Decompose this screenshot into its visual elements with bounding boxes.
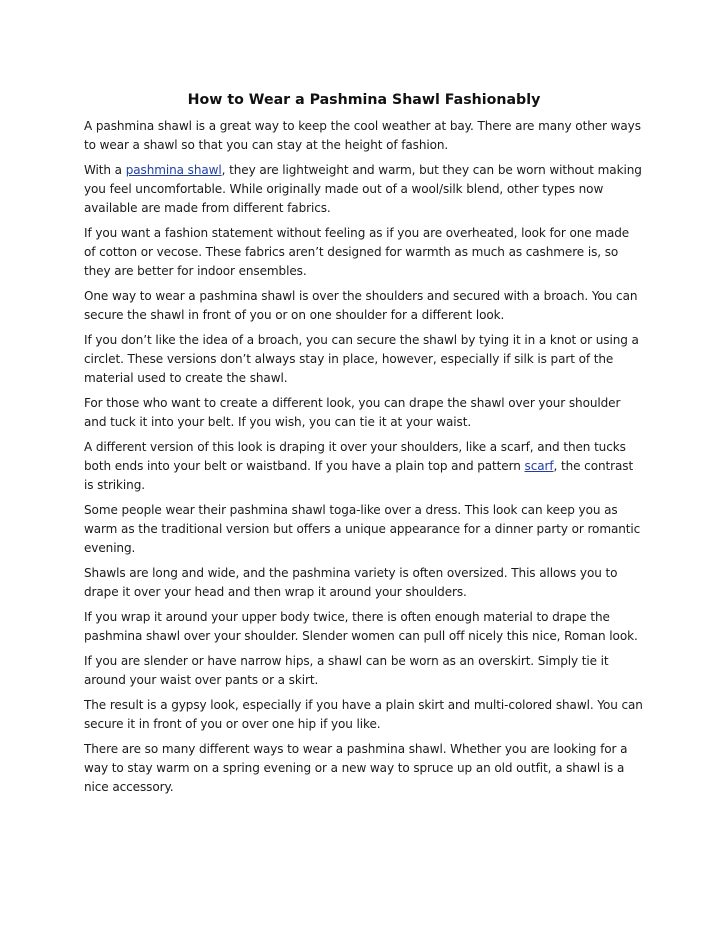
page-title: How to Wear a Pashmina Shawl Fashionably [187,92,541,108]
paragraph-roman-look: If you wrap it around your upper body twice, there is often enough material to drape the pashmina shawl over your shoulder. Slender women can pull off nicely this nice, Roman look. [84,610,638,643]
pashmina-shawl-link[interactable]: pashmina shawl [125,163,222,177]
paragraph-conclusion: There are so many different ways to wear a pashmina shawl. Whether you are looking for a way to stay warm on a spring evening or a new way to spruce up an old outfit, a shawl is a nice accessory. [84,742,628,794]
scarf-link[interactable]: scarf [524,459,554,473]
paragraph-toga: Some people wear their pashmina shawl toga-like over a dress. This look can keep you as warm as the traditional version but offers a unique appearance for a dinner party or romantic evening. [84,503,641,555]
paragraph-text: With a [84,163,126,177]
paragraph-overskirt: If you are slender or have narrow hips, a shawl can be worn as an overskirt. Simply tie it around your waist over pants or a skirt. [84,654,609,687]
paragraph-lightweight [84,161,644,218]
paragraph-fabrics: If you want a fashion statement without feeling as if you are overheated, look for one made of cotton or vecose. These fabrics aren’t designed for warmth as much as cashmere is, so they are better for indoor ensembles. [84,226,630,278]
paragraph-belt: For those who want to create a different look, you can drape the shawl over your shoulder and tuck it into your belt. If you wish, you can tie it at your waist. [84,396,621,429]
paragraph-oversized: Shawls are long and wide, and the pashmina variety is often oversized. This allows you to drape it over your head and then wrap it around your shoulders. [84,566,618,599]
paragraph-text: , they are lightweight and warm, but they can be worn without making you feel uncomfortable. While originally made out of a wool/silk blend, other types now available are made from different fabrics. [84,163,642,215]
paragraph-intro: A pashmina shawl is a great way to keep the cool weather at bay. There are many other ways to wear a shawl so that you can stay at the height of fashion. [84,119,641,152]
paragraph-gypsy: The result is a gypsy look, especially if you have a plain skirt and multi-colored shawl. You can secure it in front of you or over one hip if you like. [84,698,643,731]
paragraph-text: , the contrast is striking. [84,459,634,492]
paragraph-text: A different version of this look is draping it over your shoulders, like a scarf, and then tucks both ends into your belt or waistband. If you have a plain top and pattern [84,440,626,473]
paragraph-knot: If you don’t like the idea of a broach, you can secure the shawl by tying it in a knot or using a circlet. These versions don’t always stay in place, however, especially if silk is part of the material used to create the shawl. [84,333,639,385]
paragraph-broach: One way to wear a pashmina shawl is over the shoulders and secured with a broach. You can secure the shawl in front of you or on one shoulder for a different look. [84,289,638,322]
paragraph-scarf-look [84,438,644,495]
